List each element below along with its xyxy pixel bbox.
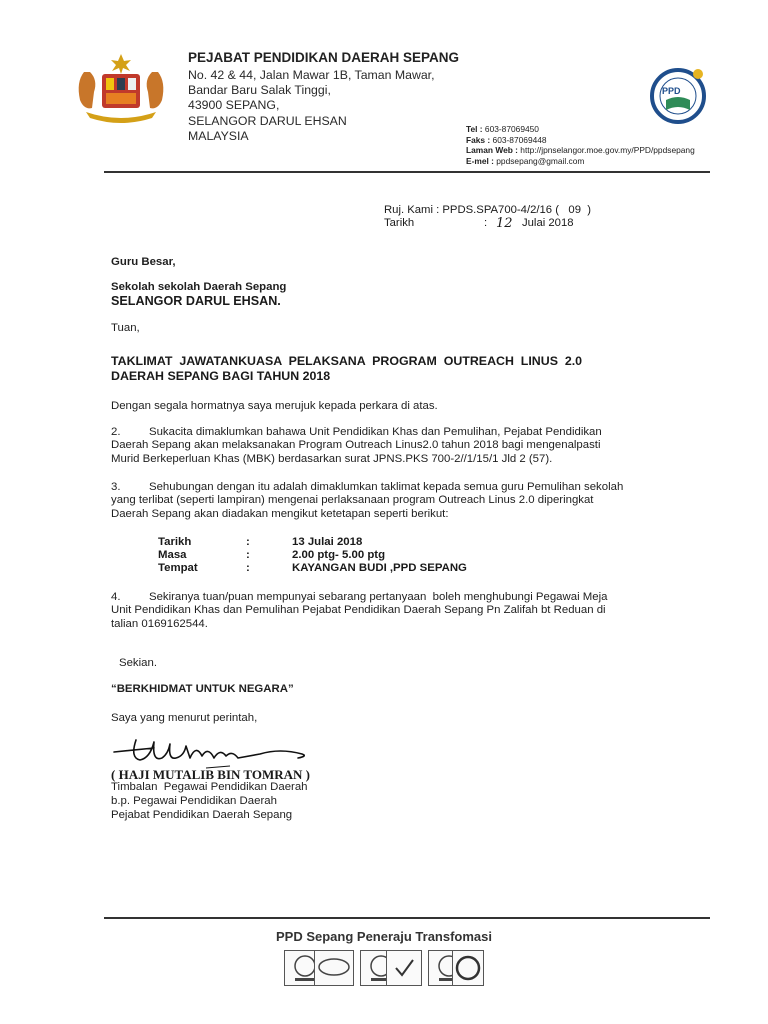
paragraph-3: 3. Sehubungan dengan itu adalah dimaklumkan taklimat kepada semua guru Pemulihan sekolah yang terlibat (seperti lampiran) mengenai perlaksanaan program Outreach Linus 2.0 diperingkat Daerah Sepang akan diadakan mengikut ketetapan seperti berikut: xyxy=(111,481,624,520)
contact-email: E-mel : ppdsepang@gmail.com xyxy=(466,155,585,166)
signatory-name: ( HAJI MUTALIB BIN TOMRAN ) xyxy=(111,767,310,782)
checkmark-certification-icon xyxy=(386,950,422,986)
footer-divider xyxy=(104,917,710,919)
handwritten-signature xyxy=(110,728,320,772)
organization-address xyxy=(188,68,435,144)
address-line: Bandar Baru Salak Tinggi, xyxy=(188,83,331,98)
ppd-sepang-logo xyxy=(648,66,710,124)
organization-name: PEJABAT PENDIDIKAN DAERAH SEPANG xyxy=(188,50,460,65)
address-line: MALAYSIA xyxy=(188,128,249,143)
ukas-certification-icon xyxy=(452,950,484,986)
signatory-title: b.p. Pegawai Pendidikan Daerah xyxy=(111,795,277,807)
recipient-line: Sekolah sekolah Daerah Sepang xyxy=(111,281,287,293)
reference-line: Ruj. Kami : PPDS.SPA700-4/2/16 ( 09 ) xyxy=(384,204,592,216)
footer-tagline: PPD Sepang Peneraju Transfomasi xyxy=(275,929,493,944)
paragraph-2: 2. Sukacita dimaklumkan bahawa Unit Pendidikan Khas dan Pemulihan, Pejabat Pendidikan Daerah Sepang akan melaksanakan Program Outreach Linus2.0 tahun 2018 bagi mengenalpasti Murid Berkeperluan Khas (MBK) berdasarkan surat JPNS.PKS 700-2//1/15/1 Jld 2 (57). xyxy=(111,426,602,465)
signatory-office: Pejabat Pendidikan Daerah Sepang xyxy=(111,809,293,821)
header-divider xyxy=(104,171,710,173)
subject-line: DAERAH SEPANG BAGI TAHUN 2018 xyxy=(111,369,331,383)
closing: Sekian. xyxy=(119,657,157,669)
contact-block xyxy=(466,124,695,166)
sign-intro: Saya yang menurut perintah, xyxy=(111,712,258,724)
contact-web: Laman Web : http://jpnselangor.moe.gov.my/PPD/ppdsepang xyxy=(466,145,695,156)
malaysia-crest-logo xyxy=(72,52,170,124)
subject-line: TAKLIMAT JAWATANKUASA PELAKSANA PROGRAM OUTREACH LINUS 2.0 xyxy=(111,354,583,368)
address-line: 43900 SEPANG, xyxy=(188,98,280,113)
salutation-title: Guru Besar, xyxy=(111,256,176,268)
contact-fax: Faks : 603-87069448 xyxy=(466,134,547,145)
contact-tel: Tel : 603-87069450 xyxy=(466,124,539,134)
standards-certification-icon xyxy=(314,950,354,986)
intro-paragraph: Dengan segala hormatnya saya merujuk kepada perkara di atas. xyxy=(111,400,438,412)
motto: “BERKHIDMAT UNTUK NEGARA” xyxy=(111,683,294,695)
address-line: SELANGOR DARUL EHSAN xyxy=(188,113,347,128)
svg-text:PPD: PPD xyxy=(662,86,681,96)
greeting: Tuan, xyxy=(111,322,140,334)
reference-block xyxy=(384,204,591,231)
date-line: Tarikh : 12 Julai 2018 xyxy=(384,216,574,231)
address-line: No. 42 & 44, Jalan Mawar 1B, Taman Mawar, xyxy=(188,68,435,82)
recipient-state: SELANGOR DARUL EHSAN. xyxy=(111,294,281,308)
paragraph-4: 4. Sekiranya tuan/puan mempunyai sebarang pertanyaan boleh menghubungi Pegawai Meja Unit Pendidikan Khas dan Pemulihan Pejabat Pendidikan Daerah Sepang Pn Zalifah bt Reduan di talian 0169162544. xyxy=(111,591,608,630)
signatory-title: Timbalan Pegawai Pendidikan Daerah xyxy=(111,781,308,793)
